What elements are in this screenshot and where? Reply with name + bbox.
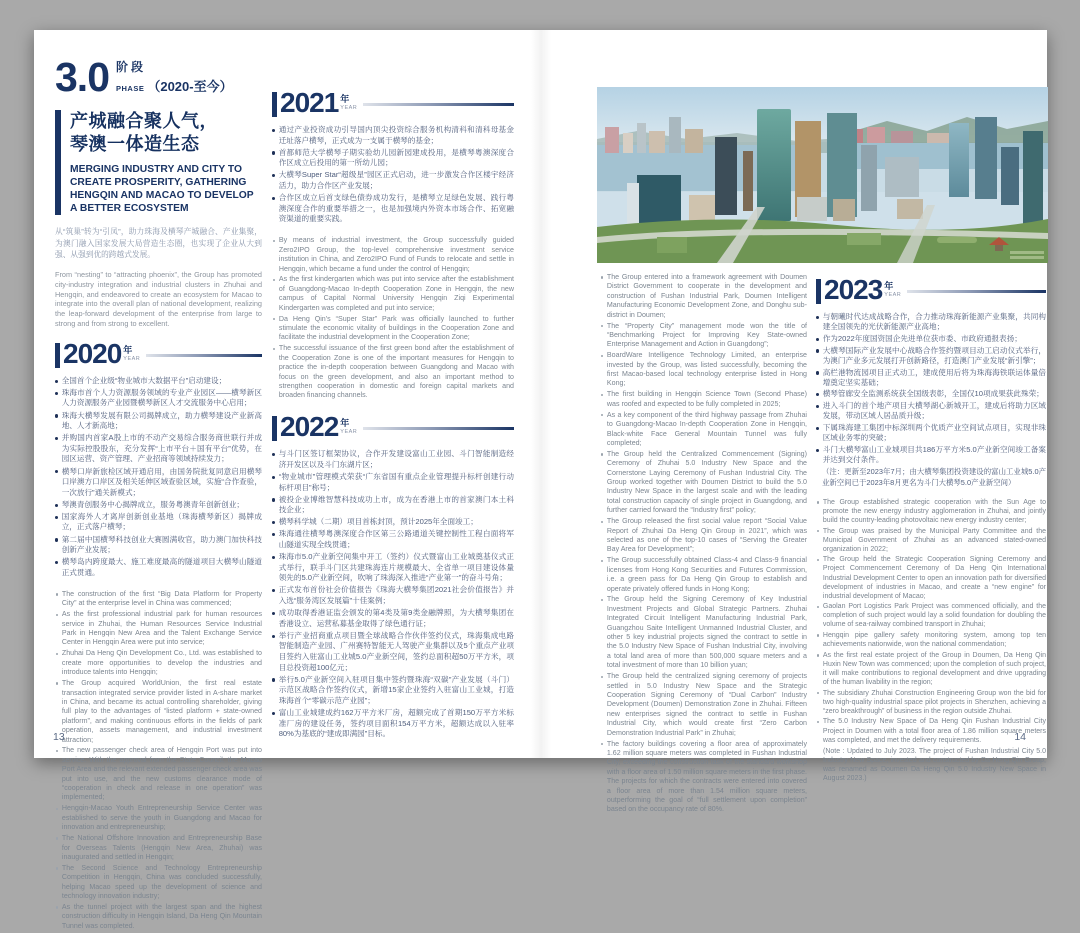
- year-accent-bar: [272, 92, 277, 117]
- milestone-item-cn: 珠海市首个人力资源服务领域的专业产业园区——横琴新区人力资源服务产业园暨横琴新区人才交流服务中心启用；: [55, 388, 262, 409]
- milestone-item-en: The Group established strategic cooperation with the Sun Age to promote the new energy industry agglomeration in Zhuhai, and jointly build the country-leading photovoltaic new energy industry center;: [816, 498, 1046, 525]
- milestone-item-cn: 横琴科学城（二期）项目首栋封顶，预计2025年全面竣工；: [272, 517, 514, 528]
- milestone-item-cn: 通过产业投资成功引导国内顶尖投资综合服务机构清科和清科母基金迁址落户横琴，正式成为一支属于横琴的基金；: [272, 125, 514, 146]
- bullet-icon: [56, 653, 58, 655]
- milestone-item-cn: 国家海外人才离岸创新创业基地（珠海横琴新区）揭牌成立，正式落户横琴；: [55, 512, 262, 533]
- year-2022-en-list: [600, 273, 807, 815]
- year-suffix-cn: 年: [340, 94, 350, 104]
- bullet-icon: [816, 338, 819, 341]
- year-suffix-en: YEAR: [340, 429, 358, 436]
- milestone-item-en: Gaolan Port Logistics Park Project was commenced officially, and the completion of such project would lay a solid foundation for doubling the volume of sea-railway combined transport in Zhuhai;: [816, 602, 1046, 629]
- milestone-item-en: The Group successfully obtained Class-4 and Class-9 financial licenses from Hong Kong Securities and Futures Commission, i.e. a green pass for Da Heng Qin Group to establish and operate privately offered funds in Hong Kong;: [600, 556, 807, 594]
- year-suffix-cn: 年: [123, 344, 133, 355]
- milestone-item-cn: 与朝曦时代达成战略合作，合力推动珠海新能源产业集聚，共同构建全国领先的光伏新能源产业高地；: [816, 312, 1046, 332]
- section-title: [55, 110, 262, 215]
- left-page-column: [55, 54, 262, 933]
- year-divider-line: [907, 290, 1046, 293]
- year-suffix-en: YEAR: [340, 105, 358, 111]
- bullet-icon: [817, 530, 819, 532]
- bullet-icon: [55, 504, 58, 507]
- bullet-icon: [816, 349, 819, 352]
- bullet-icon: [272, 521, 275, 524]
- milestone-item-cn: 首都师范大学横琴子期实验幼儿园新园建成投用，是横琴粤澳深度合作区成立后投用的第一所幼儿园；: [272, 148, 514, 169]
- phase-range: （2020-至今）: [147, 79, 233, 94]
- year-suffix-en: YEAR: [123, 355, 141, 362]
- milestone-item-cn: 被投企业博维智慧科技成功上市，成为在香港上市的首家澳门本土科技企业；: [272, 495, 514, 516]
- milestone-item-en: The Second Science and Technology Entrepreneurship Competition in Hengqin, China was concluded successfully, helping Macao speed up the development of science and technology innovation industry;: [55, 864, 262, 902]
- year-accent-bar: [272, 416, 277, 441]
- phase-label-en: PHASE: [116, 84, 145, 93]
- center-fold-shadow: [531, 30, 551, 758]
- milestone-item-en: The new passenger check area of Hengqin Port was put into service. With the approval from the State Council, the Macao Port Area and the relevant extended passenger check area was put into use, and the new customs clearance mode of “cooperation in check and release in one operation” was implemented;: [55, 746, 262, 802]
- bullet-icon: [601, 560, 603, 562]
- year-2023-cn-list: [816, 312, 1046, 465]
- right-page-column-2: [816, 274, 1046, 783]
- milestone-item-cn: 珠海市5.0产业新空间集中开工（签约）仪式暨富山工业城奠基仪式正式举行，联手斗门区共建珠海连片规模最大、全省单一项目建设体量领先的5.0产业新空间，吹响了珠海深入推进“产业第一”的奋斗号角；: [272, 552, 514, 584]
- page-number-right: 14: [1014, 731, 1026, 743]
- bullet-icon: [272, 589, 275, 592]
- title-en: MERGING INDUSTRY AND CITY TO CREATE PROSPERITY, GATHERING HENGQIN AND MACAO TO DEVELOP A BETTER ECOSYSTEM: [70, 163, 254, 215]
- milestone-item-en: As the first professional industrial park for human resources service in Zhuhai, the Human Resources Service Industrial Park in Hengqin New Area and the Talent Exchange Service Center in Hengqin Area were put into service;: [55, 610, 262, 648]
- page-number-left: 13: [53, 731, 65, 743]
- bullet-icon: [56, 906, 58, 908]
- aerial-city-photo: [597, 87, 1048, 263]
- milestone-item-en: The Group acquired WorldUnion, the first real estate transaction integrated service provider listed in A-share market in China, and became its actual controlling shareholder, giving full play to the advantages of “listed platform + state-owned platform”, and making continuous efforts in the fields of park operation, assets management, and industrial investment attraction;: [55, 679, 262, 745]
- document-spread: [34, 30, 1047, 930]
- year-header-2020: [55, 337, 262, 369]
- milestone-item-cn: 进入斗门的首个地产项目大横琴湖心新城开工，建成后将助力区域发展，带动区域人居品质升级；: [816, 401, 1046, 421]
- milestone-item-en: The Group released the first social value report “Social Value Report of Zhuhai Da Heng Qin Group in 2021”, which was selected as one of the top-10 cases of “Serving the Greater Bay Area for Development”;: [600, 517, 807, 555]
- bullet-icon: [817, 634, 819, 636]
- milestone-item-en: The Group entered into a framework agreement with Doumen District Government to cooperate in the development and construction of Fushan Industrial Park, Doumen Intelligent Manufacturing Economic Development Zone, and Donghu sub-district in Doumen;: [600, 273, 807, 320]
- milestone-item-cn: 珠海通往横琴粤澳深度合作区第三公路通道关键控制性工程白面将军山隧道实现全线贯通；: [272, 529, 514, 550]
- year-header-2022: [272, 411, 514, 443]
- bullet-icon: [272, 678, 275, 681]
- year-header-2021: [272, 87, 514, 118]
- milestone-item-cn: 成功取得香港证监会颁发的第4类及第9类金融牌照，为大横琴集团在香港设立、运营私募基金取得了绿色通行证；: [272, 608, 514, 629]
- year-2023-en-list: [816, 498, 1046, 745]
- bullet-icon: [816, 371, 819, 374]
- intro-paragraph-cn: 从“筑巢”转为“引凤”，助力珠海及横琴产城融合、产业集聚，为澳门融入国家发展大局营造生态圈，也实现了企业从大到强、从强到优的跨越式发展。: [55, 227, 262, 260]
- bullet-icon: [55, 392, 58, 395]
- bullet-icon: [272, 712, 275, 715]
- bullet-icon: [56, 837, 58, 839]
- milestone-item-en: The Group held the Strategic Cooperation Signing Ceremony and Project Commencement Ceremony of Da Heng Qin International Industrial Development Center to open an innovation path for diversified development of industries in Macao, and create a “new engine” for industrial development of Macao;: [816, 555, 1046, 600]
- milestone-item-en: The successful issuance of the first green bond after the establishment of the Cooperation Zone is one of the important measures for Hengqin to practice the in-depth cooperation between Guangdong and Macao with focus on the green development, and also an important method to strengthen cooperation in domestic and foreign capital markets and broaden financing channels.: [272, 344, 514, 400]
- middle-column: [272, 87, 514, 741]
- milestone-item-en: The Group held the Centralized Commencement (Signing) Ceremony of Zhuhai 5.0 Industry New Space and the Cornerstone Laying Ceremony of Fushan Industrial City. The Group worked together with Doumen District to build the 5.0 Industry New Space in the largest scale and with the leading total construction capacity of single project in Guangdong, and further carried forward the “Industry first” policy;: [600, 450, 807, 516]
- bullet-icon: [272, 533, 275, 536]
- phase-labels: [116, 58, 233, 95]
- year-accent-bar: [816, 279, 821, 304]
- milestone-item-cn: 横琴岛内跨度最大、施工难度最高的隧道项目大横琴山隧道正式贯通。: [55, 557, 262, 578]
- intro-paragraph-en: From “nesting” to “attracting phoenix”, the Group has promoted city-industry integration and industrial clusters in Zhuhai and Hengqin, and endeavored to create an ecosystem for Macao to integrate into the overall plan of national development, realizing the leap-forward development of the enterprise from large to strong and from strong to excellent.: [55, 269, 262, 328]
- milestone-item-en: Da Heng Qin’s “Super Star” Park was officially launched to further stimulate the economic vitality of buildings in the Cooperation Zone and facilitate the industrial development in the Cooperation Zone;: [272, 315, 514, 343]
- bullet-icon: [55, 516, 58, 519]
- phase-number: 3.0: [55, 54, 109, 101]
- bullet-icon: [272, 635, 275, 638]
- bullet-icon: [273, 348, 275, 350]
- bullet-icon: [601, 276, 603, 278]
- milestone-item-cn: 全国首个企业级“物业城市大数据平台”启动建设；: [55, 376, 262, 387]
- milestone-item-cn: 斗门大横琴富山工业城项目共186万平方米5.0产业新空间竣工备案并达到交付条件。: [816, 445, 1046, 465]
- bullet-icon: [56, 593, 58, 595]
- year-divider-line: [146, 354, 262, 357]
- bullet-icon: [601, 453, 603, 455]
- bullet-icon: [56, 750, 58, 752]
- bullet-icon: [55, 538, 58, 541]
- bullet-icon: [272, 129, 275, 132]
- milestone-item-cn: 举行5.0产业新空间入驻项目集中签约暨珠海“双碳”产业发展（斗门）示范区战略合作签约仪式，新增15家企业签约入驻富山工业城，打造珠海首个“零碳示范产业园”；: [272, 675, 514, 707]
- phase-header: [55, 54, 262, 101]
- milestone-item-cn: 与斗门区签订框架协议，合作开发建设富山工业园、斗门智能制造经济开发区以及斗门东湖片区；: [272, 449, 514, 470]
- year-2020-cn-list: [55, 376, 262, 579]
- milestone-item-en: The National Offshore Innovation and Entrepreneurship Base for Overseas Talents (Hengqin New Area, Zhuhai) was inaugurated and settled in Hengqin;: [55, 834, 262, 862]
- milestone-item-en: Hengqin pipe gallery safety monitoring system, among top ten achievements nationwide, won the national commendation;: [816, 631, 1046, 649]
- milestone-item-cn: 并购国内首家A股上市的不动产交易综合服务商世联行并成为实际控股股东，充分发挥“上市平台＋国有平台”优势，在园区运营、资产管理、产业招商等领域持续发力；: [55, 433, 262, 465]
- bullet-icon: [272, 151, 275, 154]
- title-cn: 产城融合聚人气， 琴澳一体造生态: [70, 111, 218, 155]
- bullet-icon: [56, 808, 58, 810]
- milestone-item-cn: 横琴口岸新旅检区域开通启用，由国务院批复同意启用横琴口岸澳方口岸区及相关延伸区域查验区域，实施“合作查验，一次放行”通关新模式；: [55, 467, 262, 499]
- year-number: 2022: [280, 411, 339, 443]
- milestone-item-en: The 5.0 Industry New Space of Da Heng Qin Fushan Industrial City Project in Doumen with a total floor area of 1.86 million square meters was completed, and met the delivery requirements.: [816, 717, 1046, 744]
- bullet-icon: [273, 240, 275, 242]
- bullet-icon: [601, 414, 603, 416]
- milestone-item-en: The construction of the first “Big Data Platform for Property City” at the enterprise level in China was commenced;: [55, 590, 262, 609]
- bullet-icon: [816, 427, 819, 430]
- bullet-icon: [601, 325, 603, 327]
- bullet-icon: [55, 414, 58, 417]
- milestone-item-cn: 下属珠海建工集团中标深圳两个优质产业空间试点项目，实现非珠区域业务零的突破；: [816, 423, 1046, 443]
- bullet-icon: [817, 692, 819, 694]
- milestone-item-cn: 琴澳青创服务中心揭牌成立，服务粤澳青年创新创业；: [55, 500, 262, 511]
- bullet-icon: [272, 197, 275, 200]
- bullet-icon: [55, 561, 58, 564]
- milestone-item-en: As the tunnel project with the largest span and the highest construction difficulty in Hengqin Island, Da Heng Qin Mountain Tunnel was completed.: [55, 903, 262, 931]
- year-suffix-cn: 年: [340, 418, 350, 429]
- milestone-item-en: As the first real estate project of the Group in Doumen, Da Heng Qin Huxin New Town was commenced; upon the completion of such project, it will make contributions to regional development and drive upgrading of the human livability in the region;: [816, 651, 1046, 687]
- year-suffix-cn: 年: [884, 281, 894, 291]
- milestone-item-cn: 横琴管廊安全监测系统获全国级表彰，全国仅10项成果获此殊荣；: [816, 389, 1046, 399]
- photo-credit-watermark: [1010, 249, 1044, 259]
- milestone-item-en: The Group held the Signing Ceremony of Key Industrial Investment Projects and Global Strategic Partners. Zhuhai Integrated Circuit Intelligent Manufacturing Industrial Park, Guangzhou Saite Intelligent Unmanned Industrial Cluster, and other 5 key industrial projects signed the contract to settle in the 5.0 Industry New Space of Fushan Industrial City, involving a total land area of more than 500,000 square meters and a total investment of more than 10 billion yuan;: [600, 595, 807, 670]
- bullet-icon: [272, 612, 275, 615]
- bullet-icon: [601, 599, 603, 601]
- year-number: 2023: [824, 274, 883, 305]
- bullet-icon: [55, 470, 58, 473]
- milestone-item-en: Zhuhai Da Heng Qin Development Co., Ltd. was established to create more opportunities to develop the industries and introduce talents into Hengqin;: [55, 649, 262, 677]
- milestone-item-cn: 大横琴国际产业发展中心战略合作签约暨项目动工启动仪式举行，为澳门产业多元发展打开创新路径，打造澳门产业发展“新引擎”；: [816, 346, 1046, 366]
- milestone-item-en: As a key component of the third highway passage from Zhuhai to Guangdong-Macao In-depth Cooperation Zone in Hengqin, Black-white Face General Mountain Tunnel was fully completed;: [600, 411, 807, 449]
- milestone-item-cn: 富山工业城建成约162万平方米厂房，超额完成了首期150万平方米标准厂房的建设任务，签约项目面积154万平方米，超额达成以入驻率80%为基底的“建成即满园”目标。: [272, 708, 514, 740]
- milestone-item-en: As the first kindergarten which was put into service after the establishment of Guangdong-Macao In-depth Cooperation Zone in Hengqin, the new campus of Capital Normal University Hengqin Ziqi Experimental Kindergarten was completed and put into service;: [272, 275, 514, 313]
- year-2020-en-list: [55, 590, 262, 931]
- bullet-icon: [817, 501, 819, 503]
- bullet-icon: [816, 393, 819, 396]
- year-2023-note-en: (Note : Updated to July 2023. The project of Fushan Industrial City 5.0 Industry New Space, invested and constructed by Da Heng Qin Group, was renamed as Doumen Da Heng Qin 5.0 Industry New Space in August 2023.): [823, 747, 1046, 782]
- right-page-column-1: [600, 271, 807, 816]
- milestone-item-en: The Group was praised by the Municipal Party Committee and the Municipal Government of Zhuhai as an advanced stated-owned organization in 2022;: [816, 527, 1046, 554]
- year-number: 2021: [280, 87, 339, 118]
- milestone-item-cn: 第二届中国横琴科技创业大赛圆满收官，助力澳门加快科技创新产业发展；: [55, 535, 262, 556]
- bullet-icon: [56, 614, 58, 616]
- bullet-icon: [272, 556, 275, 559]
- milestone-item-cn: 高栏港物流园项目正式动工，建成使用后将为珠海海铁联运体量倍增奠定坚实基础；: [816, 368, 1046, 388]
- year-2021-cn-list: [272, 125, 514, 225]
- milestone-item-en: Hengqin-Macao Youth Entrepreneurship Service Center was established to serve the youth in Guangdong and Macao for innovation and entrepreneurship;: [55, 804, 262, 832]
- bullet-icon: [601, 743, 603, 745]
- year-2021-en-list: [272, 236, 514, 400]
- bullet-icon: [56, 682, 58, 684]
- milestone-item-cn: 举行产业招商重点项目暨全球战略合作伙伴签约仪式，珠海集成电路智能制造产业园、广州赛特智能无人驾驶产业集群以及5个重点产业项目签约入驻富山工业城5.0产业新空间，签约总面积超50万平方米，项目总投资超100亿元；: [272, 631, 514, 673]
- year-2022-cn-list: [272, 449, 514, 739]
- milestone-item-cn: “物业城市”管理模式荣获“广东省国有重点企业管理提升标杆创建行动标杆项目”称号；: [272, 472, 514, 493]
- bullet-icon: [816, 316, 819, 319]
- milestone-item-cn: 合作区成立后首支绿色债券成功发行，是横琴立足绿色发展、践行粤澳深度合作的重要举措之一，也是加强境内外资本市场合作、拓宽融资渠道的重要实践。: [272, 193, 514, 225]
- bullet-icon: [816, 449, 819, 452]
- bullet-icon: [272, 174, 275, 177]
- phase-label-cn: 阶段: [116, 60, 147, 74]
- bullet-icon: [55, 380, 58, 383]
- milestone-item-cn: 正式发布首份社会价值报告《珠海大横琴集团2021社会价值报告》并入选“服务湾区发展篇”十佳案例；: [272, 585, 514, 606]
- year-header-2023: [816, 274, 1046, 305]
- bullet-icon: [273, 318, 275, 320]
- bullet-icon: [817, 654, 819, 656]
- milestone-item-en: The first building in Hengqin Science Town (Second Phase) was roofed and expected to be fully completed in 2025;: [600, 390, 807, 409]
- milestone-item-cn: 大横琴Super Star“超级星”园区正式启动，进一步激发合作区楼宇经济活力，助力合作区产业发展；: [272, 170, 514, 191]
- bullet-icon: [273, 279, 275, 281]
- bullet-icon: [55, 437, 58, 440]
- year-suffix-en: YEAR: [884, 292, 902, 298]
- year-accent-bar: [55, 343, 60, 368]
- milestone-item-en: BoardWare Intelligence Technology Limited, an enterprise invested by the Group, was listed successfully, becoming the first Macao-based local technology enterprise listed in Hong Kong;: [600, 351, 807, 389]
- bullet-icon: [56, 867, 58, 869]
- milestone-item-cn: 珠海大横琴发展有限公司揭牌成立，助力横琴建设产业新高地、人才新高地；: [55, 411, 262, 432]
- milestone-item-en: The “Property City” management mode won the title of “Benchmarking Project for Improving Key State-owned Enterprise Management and Action in Guangdong”;: [600, 322, 807, 350]
- milestone-item-en: The Group held the centralized signing ceremony of projects settled in 5.0 Industry New Space and the Strategic Cooperation Signing Ceremony of “Dual Carbon” Industry Development (Doumen) Demonstration Zone in Zhuhai. Fifteen new enterprises signed the contract to settle in Fushan Industrial City, which would create first “Zero Carbon Demonstration Industrial Park” in Zhuhai;: [600, 672, 807, 738]
- milestone-item-en: The factory buildings covering a floor area of approximately 1.62 million square meters was completed in Fushan Industrial City, exceeding the construction task of the standard workshop with a floor area of 1.50 million square meters in the first phase. The projects for which the contracts were entered into covered a floor area of more than 1.54 million square meters, outperforming the goal of “full settlement upon completion” based on the occupancy rate of 80%.: [600, 740, 807, 815]
- bullet-icon: [272, 453, 275, 456]
- year-number: 2020: [63, 337, 122, 369]
- milestone-item-cn: 作为2022年度国资国企先进单位获市委、市政府通报表扬；: [816, 334, 1046, 344]
- year-2023-note-cn: （注：更新至2023年7月；由大横琴集团投资建设的富山工业城5.0产业新空间已于2023年8月更名为斗门大横琴5.0产业新空间）: [822, 467, 1046, 487]
- bullet-icon: [816, 405, 819, 408]
- bullet-icon: [272, 476, 275, 479]
- bullet-icon: [601, 676, 603, 678]
- year-divider-line: [363, 103, 514, 106]
- year-divider-line: [363, 427, 514, 430]
- title-accent-bar: [55, 110, 61, 215]
- bullet-icon: [272, 498, 275, 501]
- milestone-item-en: By means of industrial investment, the Group successfully guided Zero2IPO Group, the top-level comprehensive investment service institution in China, and Zero2IPO Fund of Funds to relocate and settle in Hengqin, which became a fund under the control of Hengqin;: [272, 236, 514, 274]
- bullet-icon: [817, 559, 819, 561]
- bullet-icon: [601, 394, 603, 396]
- milestone-item-en: The subsidiary Zhuhai Construction Engineering Group won the bid for two high-quality industrial space pilot projects in Shenzhen, achieving a “zero breakthrough” of business in the region outside Zhuhai.: [816, 689, 1046, 716]
- bullet-icon: [601, 521, 603, 523]
- bullet-icon: [601, 355, 603, 357]
- bullet-icon: [817, 606, 819, 608]
- bullet-icon: [817, 721, 819, 723]
